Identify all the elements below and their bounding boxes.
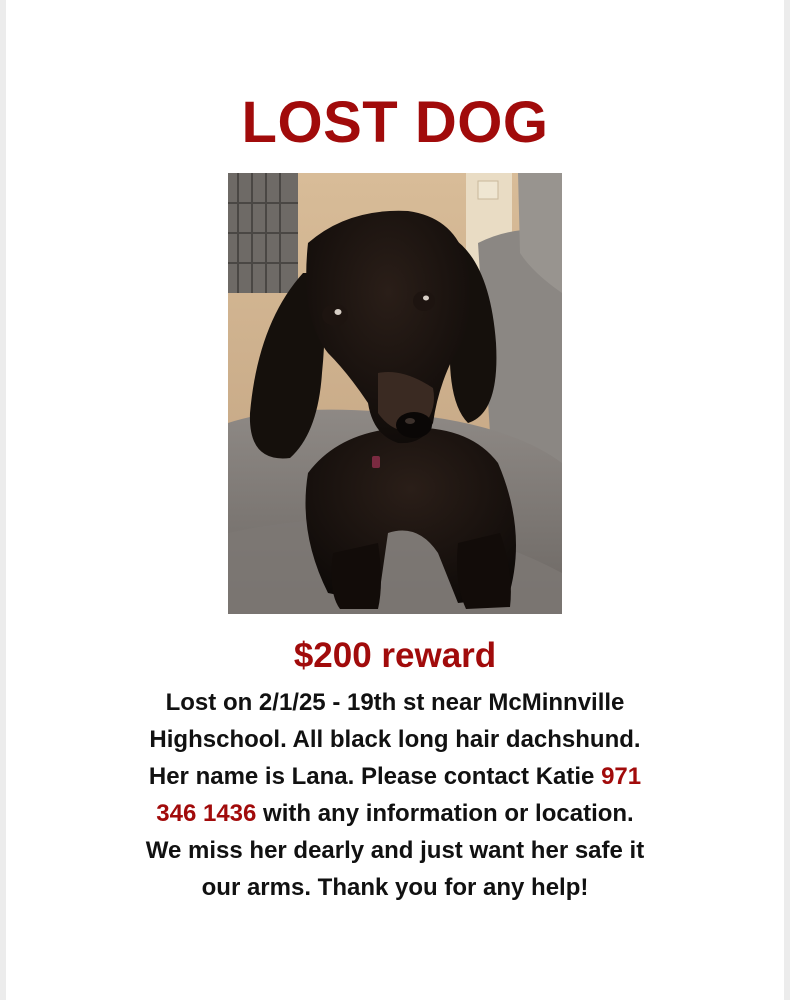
body-line-2: Highschool. All black long hair dachshund. bbox=[149, 726, 641, 753]
dog-photo bbox=[228, 173, 562, 614]
body-line-6: our arms. Thank you for any help! bbox=[201, 874, 589, 901]
flyer-body bbox=[95, 684, 695, 906]
flyer-title: LOST DOG bbox=[241, 90, 549, 155]
body-line-4 bbox=[95, 795, 695, 832]
body-line-3-text: Her name is Lana. Please contact Katie bbox=[148, 763, 602, 790]
phone-number-part-2: 346 1436 bbox=[156, 800, 257, 827]
reward-text: $200 reward bbox=[293, 636, 497, 675]
body-line-4-text: with any information or location. bbox=[256, 800, 634, 827]
body-line-3 bbox=[95, 758, 695, 795]
body-line-1: Lost on 2/1/25 - 19th st near McMinnville bbox=[165, 689, 625, 716]
body-line-5: We miss her dearly and just want her safe it bbox=[145, 837, 645, 864]
phone-number-part-1: 971 bbox=[601, 763, 642, 790]
